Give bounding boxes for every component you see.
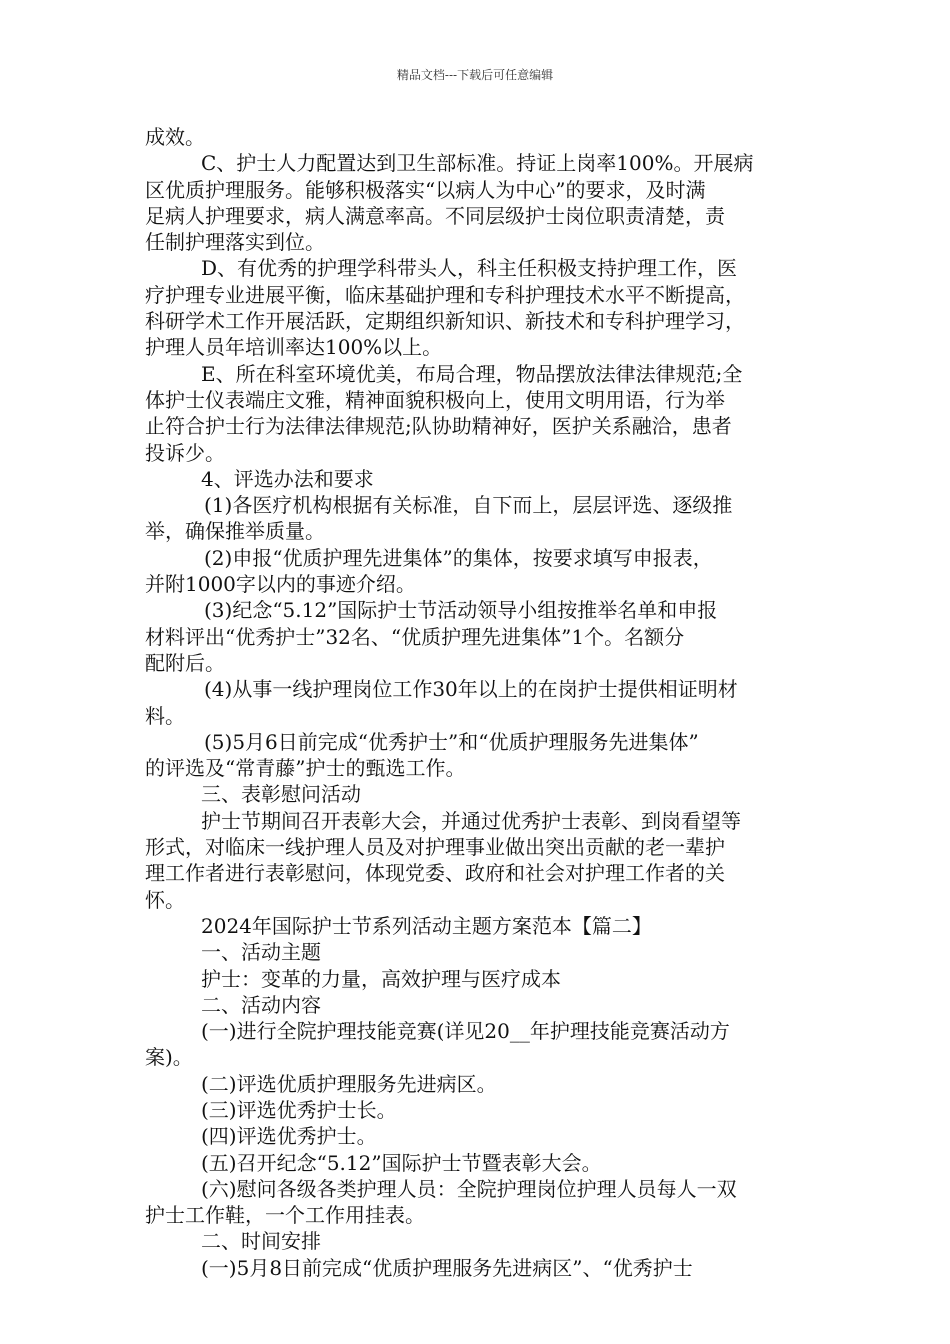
section-heading: 4、评选办法和要求 (201, 466, 374, 491)
text-line: 的评选及“常青藤”护士的甄选工作。 (145, 756, 466, 781)
text-line: (二)评选优质护理服务先进病区。 (201, 1071, 497, 1096)
text-line: (六)慰问各级各类护理人员：全院护理岗位护理人员每人一双 (201, 1176, 737, 1201)
text-line: 料。 (145, 703, 185, 728)
section-heading: 一、活动主题 (201, 940, 321, 965)
text-line: (三)评选优秀护士长。 (201, 1097, 397, 1122)
text-line: (五)召开纪念“5.12”国际护士节暨表彰大会。 (201, 1150, 602, 1175)
text-line: 形式，对临床一线护理人员及对护理事业做出突出贡献的老一辈护 (145, 835, 725, 860)
text-line: 材料评出“优秀护士”32名、“优质护理先进集体”1个。名额分 (145, 624, 685, 649)
text-line: 并附1000字以内的事迹介绍。 (145, 572, 416, 597)
text-line: (4)从事一线护理岗位工作30年以上的在岗护士提供相证明材 (204, 677, 738, 702)
section-heading: 三、表彰慰问活动 (201, 782, 361, 807)
text-line: (1)各医疗机构根据有关标准，自下而上，层层评选、逐级推 (204, 493, 733, 518)
text-line: 护士：变革的力量，高效护理与医疗成本 (201, 966, 561, 991)
text-line: 任制护理落实到位。 (145, 230, 325, 255)
section-heading: 二、时间安排 (201, 1229, 321, 1254)
text-line: 体护士仪表端庄文雅，精神面貌积极向上，使用文明用语，行为举 (145, 387, 725, 412)
text-line: 举，确保推举质量。 (145, 519, 325, 544)
text-line: 怀。 (145, 887, 185, 912)
text-line: 成效。 (145, 125, 205, 149)
text-line: D、有优秀的护理学科带头人，科主任积极支持护理工作，医 (201, 256, 738, 281)
text-line: 配附后。 (145, 650, 225, 675)
text-line: 足病人护理要求，病人满意率高。不同层级护士岗位职责清楚，责 (145, 203, 725, 228)
text-line: C、护士人力配置达到卫生部标准。持证上岗率100%。开展病 (201, 151, 754, 176)
text-line: 止符合护士行为法律法律规范;队协助精神好，医护关系融洽，患者 (145, 414, 732, 439)
text-line: (四)评选优秀护士。 (201, 1124, 377, 1149)
text-line: 区优质护理服务。能够积极落实“以病人为中心”的要求，及时满 (145, 177, 706, 202)
text-line: (一)5月8日前完成“优质护理服务先进病区”、“优秀护士 (201, 1255, 693, 1280)
section-heading: 二、活动内容 (201, 992, 321, 1017)
text-line: (一)进行全院护理技能竞赛(详见20__年护理技能竞赛活动方 (201, 1019, 730, 1044)
document-body (145, 124, 813, 1281)
text-line: 案)。 (145, 1045, 193, 1070)
text-line: (5)5月6日前完成“优秀护士”和“优质护理服务先进集体” (204, 729, 699, 754)
page-header: 精品文档---下载后可任意编辑 (396, 68, 554, 82)
text-line: 理工作者进行表彰慰问，体现党委、政府和社会对护理工作者的关 (145, 861, 725, 886)
text-line: 护士工作鞋，一个工作用挂表。 (145, 1203, 425, 1228)
text-line: 护士节期间召开表彰大会，并通过优秀护士表彰、到岗看望等 (201, 808, 741, 833)
document-title: 2024年国际护士节系列活动主题方案范本【篇二】 (201, 913, 652, 938)
text-line: 投诉少。 (145, 440, 225, 465)
text-line: E、所在科室环境优美，布局合理，物品摆放法律法律规范;全 (201, 361, 743, 386)
text-line: 护理人员年培训率达100%以上。 (145, 335, 443, 360)
text-line: 疗护理专业进展平衡，临床基础护理和专科护理技术水平不断提高， (145, 282, 745, 307)
text-line: (3)纪念“5.12”国际护士节活动领导小组按推举名单和申报 (204, 598, 718, 623)
text-line: 科研学术工作开展活跃，定期组织新知识、新技术和专科护理学习， (145, 309, 745, 334)
text-line: (2)申报“优质护理先进集体”的集体，按要求填写申报表， (204, 545, 713, 570)
